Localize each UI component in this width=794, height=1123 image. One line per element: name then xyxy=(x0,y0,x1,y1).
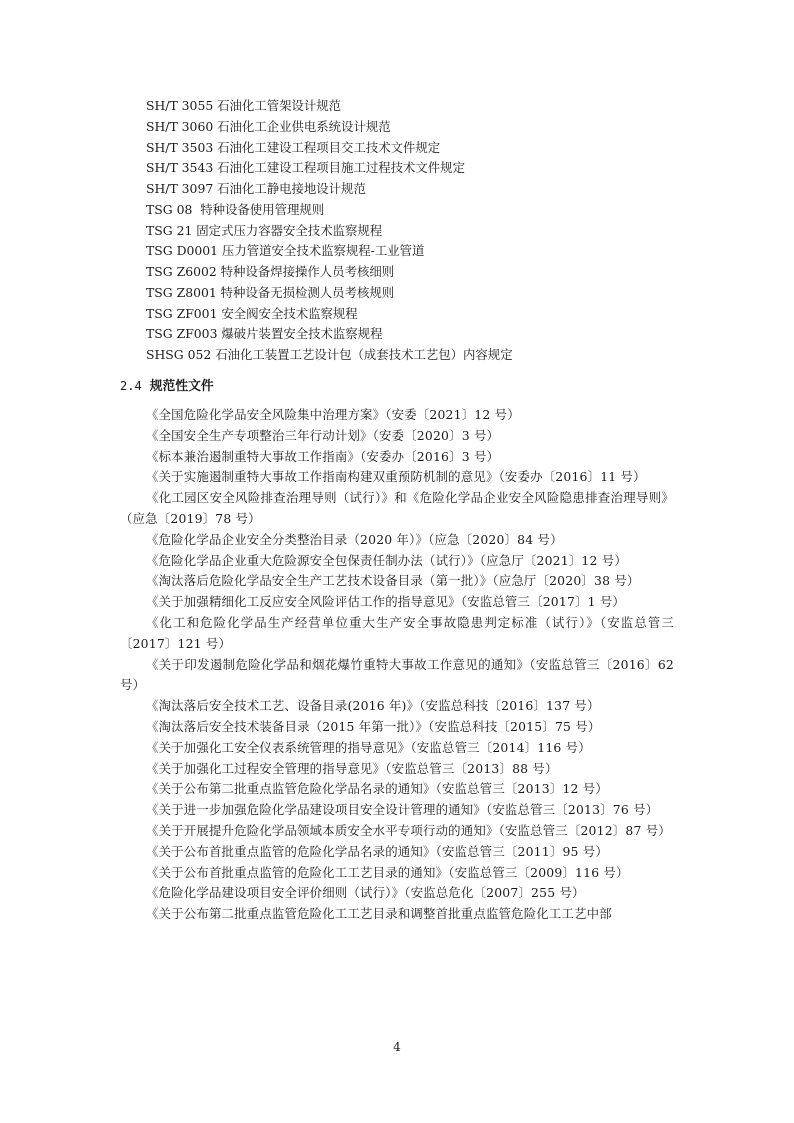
document-item: 《化工和危险化学品生产经营单位重大生产安全事故隐患判定标准（试行）》（安监总管三〔2017〕121 号） xyxy=(120,614,674,651)
document-item: 《危险化学品企业安全分类整治目录（2020 年）》（应急〔2020〕84 号） xyxy=(146,531,563,547)
document-item: 《淘汰落后安全技术工艺、设备目录(2016 年)》（安监总科技〔2016〕137 号） xyxy=(146,698,600,714)
document-item: 《淘汰落后危险化学品安全生产工艺技术设备目录（第一批）》（应急厅〔2020〕38 号） xyxy=(146,573,640,589)
standard-item: SH/T 3055 石油化工管架设计规范 xyxy=(146,98,342,113)
standard-item: TSG 08 特种设备使用管理规则 xyxy=(146,201,325,217)
document-item: 《关于进一步加强危险化学品建设项目安全设计管理的通知》（安监总管三〔2013〕76 号） xyxy=(146,802,659,818)
standard-item: TSG ZF003 爆破片装置安全技术监察规程 xyxy=(146,326,383,342)
standard-item: TSG Z6002 特种设备焊接操作人员考核细则 xyxy=(146,264,395,279)
document-item: 《关于公布第二批重点监管危险化学品名录的通知》（安监总管三〔2013〕12 号） xyxy=(146,781,608,797)
document-item: 《关于公布首批重点监管的危险化学品名录的通知》（安监总管三〔2011〕95 号） xyxy=(146,843,608,859)
document-item: 《关于加强精细化工反应安全风险评估工作的指导意见》（安监总管三〔2017〕1 号） xyxy=(146,594,626,610)
document-item: 《关于实施遏制重特大事故工作指南构建双重预防机制的意见》（安委办〔2016〕11 号） xyxy=(146,469,646,485)
section-number: 2.4 xyxy=(120,379,142,393)
document-item: 《关于公布首批重点监管的危险化工工艺目录的通知》（安监总管三〔2009〕116 号） xyxy=(146,864,629,880)
normative-documents-list xyxy=(120,405,674,925)
standards-list xyxy=(146,96,513,366)
document-item: 《全国危险化学品安全风险集中治理方案》（安委〔2021〕12 号） xyxy=(146,407,520,422)
document-item: 《关于印发遏制危险化学品和烟花爆竹重特大事故工作意见的通知》（安监总管三〔2016〕62 号） xyxy=(120,656,674,693)
standard-item: TSG D0001 压力管道安全技术监察规程-工业管道 xyxy=(146,243,425,259)
page-number: 4 xyxy=(393,1040,401,1054)
document-item: 《淘汰落后安全技术装备目录（2015 年第一批）》（安监总科技〔2015〕75 号） xyxy=(146,718,601,734)
standard-item: TSG Z8001 特种设备无损检测人员考核规则 xyxy=(146,284,395,300)
standard-item: SH/T 3503 石油化工建设工程项目交工技术文件规定 xyxy=(146,139,441,155)
standard-item: SH/T 3097 石油化工静电接地设计规范 xyxy=(146,181,366,196)
standard-item: TSG 21 固定式压力容器安全技术监察规程 xyxy=(146,222,383,238)
standard-item: SHSG 052 石油化工装置工艺设计包（成套技术工艺包）内容规定 xyxy=(146,347,513,362)
section-heading xyxy=(120,376,214,397)
standard-item: SH/T 3060 石油化工企业供电系统设计规范 xyxy=(146,118,391,134)
section-title: 规范性文件 xyxy=(149,379,214,394)
standard-item: TSG ZF001 安全阀安全技术监察规程 xyxy=(146,305,358,321)
document-item: 《化工园区安全风险排查治理导则（试行）》和《危险化学品企业安全风险隐患排查治理导则》（应急〔2019〕78 号） xyxy=(120,490,674,526)
document-item: 《全国安全生产专项整治三年行动计划》（安委〔2020〕3 号） xyxy=(146,427,500,443)
document-item: 《危险化学品建设项目安全评价细则（试行）》（安监总危化〔2007〕255 号） xyxy=(146,885,585,901)
document-item: 《关于公布第二批重点监管危险化工工艺目录和调整首批重点监管危险化工工艺中部 xyxy=(146,906,612,922)
document-item: 《标本兼治遏制重特大事故工作指南》（安委办〔2016〕3 号） xyxy=(146,448,500,464)
document-item: 《危险化学品企业重大危险源安全包保责任制办法（试行）》（应急厅〔2021〕12 号） xyxy=(146,552,627,568)
document-item: 《关于加强化工安全仪表系统管理的指导意见》（安监总管三〔2014〕116 号） xyxy=(146,739,591,755)
standard-item: SH/T 3543 石油化工建设工程项目施工过程技术文件规定 xyxy=(146,160,465,176)
document-item: 《关于加强化工过程安全管理的指导意见》（安监总管三〔2013〕88 号） xyxy=(146,760,558,776)
document-item: 《关于开展提升危险化学品领域本质安全水平专项行动的通知》（安监总管三〔2012〕87 号） xyxy=(146,822,671,838)
